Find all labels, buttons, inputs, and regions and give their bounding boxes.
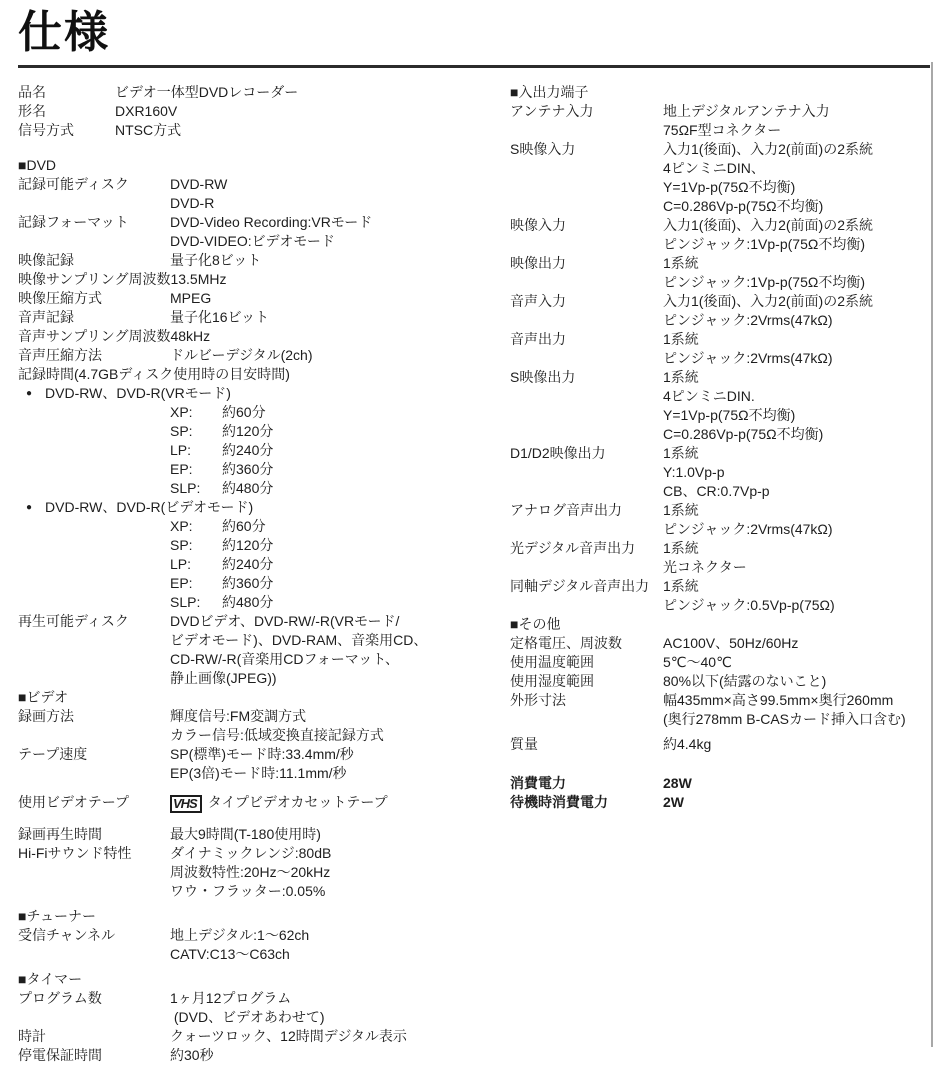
spec-label: 音声出力 [510,331,566,347]
spec-value-line: 約30秒 [170,1047,214,1063]
mode-value: 約240分 [222,442,274,458]
spec-value [663,577,935,615]
spec-label: 映像出力 [510,255,566,271]
spec-value [663,501,935,539]
spec-row [18,308,510,327]
spec-value-line: 1系統 [663,578,699,594]
spec-value-line: DXR160V [115,103,178,119]
spec-value-line: 入力1(後面)、入力2(前面)の2系統 [663,141,874,157]
spec-row [18,793,510,813]
spec-value-line: 約4.4kg [663,736,712,752]
spec-row [18,270,510,289]
spec-value-line: 80%以下(結露のないこと) [663,673,827,689]
spec-value [170,1027,510,1046]
spec-value [663,691,935,729]
spec-label: S映像入力 [510,141,576,157]
spec-value-line: 光コネクター [663,559,747,575]
spec-value-line: 2W [663,794,684,810]
spec-label: S映像出力 [510,369,576,385]
mode-value: 約60分 [222,404,266,420]
spec-row [18,707,510,745]
spec-value-line: 地上デジタル:1〜62ch [170,927,310,943]
spec-row [18,926,510,964]
spec-label: 外形寸法 [510,692,566,708]
spec-row [18,102,510,121]
spec-row [510,539,935,577]
mode-label: XP: [170,518,193,534]
spec-value-line: ピンジャック:2Vrms(47kΩ) [663,312,833,328]
spec-label: 信号方式 [18,122,74,138]
spec-value-line: ビデオモード)、DVD-RAM、音楽用CD、 [170,632,428,648]
spec-label: 音声記録 [18,309,74,325]
spec-value-line: 1系統 [663,331,699,347]
spec-label: 時計 [18,1028,46,1044]
spec-row [510,672,935,691]
spec-value-line: Y=1Vp-p(75Ω不均衡) [663,407,796,423]
spec-value-line: ピンジャック:2Vrms(47kΩ) [663,521,833,537]
mode-row [18,536,510,555]
spec-value-line: CATV:C13〜C63ch [170,946,290,962]
mode-value: 約120分 [222,423,274,439]
spec-row [510,634,935,653]
spec-value-line: 入力1(後面)、入力2(前面)の2系統 [663,217,874,233]
spec-value-line: 1系統 [663,445,699,461]
spec-row [510,653,935,672]
spec-value-line: 1系統 [663,540,699,556]
spec-label: 質量 [510,736,538,752]
spec-value [663,793,935,812]
mode-value: 約480分 [222,480,274,496]
spec-value-line: 4ピンミニDIN. [663,388,755,404]
spec-value-line: MPEG [170,290,212,306]
spec-label: 品名 [18,84,46,100]
spec-label: 音声圧縮方法 [18,347,102,363]
spec-row [18,1027,510,1046]
spec-label: 映像入力 [510,217,566,233]
spec-value-line: 量子化16ビット [170,309,270,325]
spec-value-line: ピンジャック:1Vp-p(75Ω不均衡) [663,236,865,252]
section-header: ■タイマー [18,971,83,987]
spec-value-line: 周波数特性:20Hz〜20kHz [170,864,331,880]
mode-row [18,460,510,479]
spec-value [170,745,510,783]
spec-value-line: CD-RW/-R(音楽用CDフォーマット、 [170,651,399,667]
spec-value-line: (DVD、ビデオあわせて) [170,1009,325,1025]
spec-label: 使用湿度範囲 [510,673,594,689]
spec-value-line: (奥行278mm B-CASカード挿入口含む) [663,711,906,727]
spec-value-line: DVD-R [170,195,215,211]
spec-label: 停電保証時間 [18,1047,102,1063]
spec-value-line: Y=1Vp-p(75Ω不均衡) [663,179,796,195]
spec-value-line: 1系統 [663,502,699,518]
spec-row [510,501,935,539]
spec-value [663,140,935,216]
spec-row [510,216,935,254]
spec-value [115,121,510,140]
spec-value [170,989,510,1027]
spec-value [170,793,510,813]
spec-value-line: 1系統 [663,369,699,385]
mode-row [18,593,510,612]
spec-row [18,121,510,140]
spec-value [170,308,510,327]
mode-row [18,517,510,536]
spec-label: 形名 [18,103,46,119]
title-rule [18,65,930,68]
spec-value [663,444,935,501]
spec-value-line: 最大9時間(T-180使用時) [170,826,321,842]
spec-label: 待機時消費電力 [510,794,608,810]
spec-value-line: SP(標準)モード時:33.4mm/秒 [170,746,354,762]
spec-row [510,793,935,812]
section-header: ■チューナー [18,908,97,924]
spec-value-line: DVD-RW [170,176,228,192]
mode-label: EP: [170,575,193,591]
mode-value: 約360分 [222,575,274,591]
spec-label: 録画再生時間 [18,826,102,842]
spec-value [663,216,935,254]
mode-row [18,403,510,422]
spec-label: 映像圧縮方式 [18,290,102,306]
spec-value-line: ピンジャック:1Vp-p(75Ω不均衡) [663,274,865,290]
spec-value-line: 1ヶ月12プログラム [170,990,292,1006]
mode-value: 約480分 [222,594,274,610]
spec-value [170,327,510,346]
mode-label: EP: [170,461,193,477]
spec-value [663,634,935,653]
spec-label: 記録可能ディスク [18,176,129,192]
spec-row [510,444,935,501]
spec-value-text: タイプビデオカセットテープ [207,794,388,810]
spec-value [115,102,510,121]
bullet-item-label: DVD-RW、DVD-R(VRモード) [45,385,231,401]
spec-value [170,175,510,213]
spec-value [663,292,935,330]
spec-value-line: ダイナミックレンジ:80dB [170,845,332,861]
mode-value: 約240分 [222,556,274,572]
spec-row [18,83,510,102]
spec-value [170,612,510,688]
spec-value-line: ピンジャック:0.5Vp-p(75Ω) [663,597,835,613]
spec-value-line: 幅435mm×高さ99.5mm×奥行260mm [663,692,894,708]
spec-value-line: EP(3倍)モード時:11.1mm/秒 [170,765,347,781]
spec-row [510,140,935,216]
plain-row: 記録時間(4.7GBディスク使用時の目安時間) [18,366,290,382]
spec-row [18,213,510,251]
mode-label: SP: [170,423,193,439]
spec-value-line: カラー信号:低域変換直接記録方式 [170,727,384,743]
spec-value-line: DVD-VIDEO:ビデオモード [170,233,335,249]
spec-label: テープ速度 [18,746,88,762]
mode-value: 約120分 [222,537,274,553]
spec-label: 定格電圧、周波数 [510,635,622,651]
spec-columns [18,83,935,1065]
spec-value [663,254,935,292]
spec-label: 記録フォーマット [18,214,129,230]
section-header: ■入出力端子 [510,84,589,100]
spec-value-line: 4ピンミニDIN、 [663,160,765,176]
mode-label: LP: [170,556,192,572]
spec-label: 使用温度範囲 [510,654,594,670]
page-title: 仕様 [18,8,110,57]
spec-value-line: 静止画像(JPEG)) [170,670,277,686]
mode-row [18,574,510,593]
spec-row [510,735,935,754]
spec-row [510,368,935,444]
spec-row [510,691,935,729]
spec-value-line: 48kHz [170,328,211,344]
spec-value [170,213,510,251]
spec-row [18,612,510,688]
spec-row [18,844,510,901]
mode-label: SLP: [170,480,201,496]
spec-value-line: 28W [663,775,692,791]
spec-row [18,745,510,783]
spec-row [18,825,510,844]
spec-value [663,672,935,691]
mode-value: 約360分 [222,461,274,477]
mode-label: SLP: [170,594,201,610]
mode-label: XP: [170,404,193,420]
spec-value [115,83,510,102]
mode-row [18,441,510,460]
spec-value-line: 13.5MHz [170,271,227,287]
spec-label: 映像記録 [18,252,74,268]
spec-label: 映像サンプリング周波数 [18,271,171,287]
spec-value-line: 75ΩF型コネクター [663,122,782,138]
spec-label: 消費電力 [510,775,566,791]
spec-value [170,825,510,844]
vhs-logo: VHS [170,795,202,813]
spec-row [18,175,510,213]
spec-label: Hi-Fiサウンド特性 [18,845,132,861]
spec-value [663,330,935,368]
spec-label: 録画方法 [18,708,74,724]
spec-value-line: CB、CR:0.7Vp-p [663,483,770,499]
spec-value [663,368,935,444]
mode-list [18,403,510,498]
spec-value-line: 輝度信号:FM変調方式 [170,708,307,724]
spec-value-line: DVDビデオ、DVD-RW/-R(VRモード/ [170,613,400,629]
spec-row [510,254,935,292]
spec-value-line: ワウ・フラッター:0.05% [170,883,326,899]
section-header: ■その他 [510,616,561,632]
mode-list [18,517,510,612]
spec-label: 再生可能ディスク [18,613,129,629]
spec-row [18,289,510,308]
spec-label: プログラム数 [18,990,102,1006]
spec-value-line: NTSC方式 [115,122,182,138]
mode-row [18,555,510,574]
spec-value-line: C=0.286Vp-p(75Ω不均衡) [663,198,824,214]
spec-row [18,1046,510,1065]
spec-row [510,774,935,793]
spec-label: 使用ビデオテープ [18,794,130,810]
spec-value-line: 入力1(後面)、入力2(前面)の2系統 [663,293,874,309]
spec-label: 同軸デジタル音声出力 [510,578,650,594]
spec-label: 音声入力 [510,293,566,309]
spec-value-line: 1系統 [663,255,699,271]
spec-value-line: 5℃〜40℃ [663,654,732,670]
spec-value-line: クォーツロック、12時間デジタル表示 [170,1028,407,1044]
spec-value-line: DVD-Video Recording:VRモード [170,214,373,230]
spec-value [170,707,510,745]
spec-value [170,289,510,308]
spec-row [510,577,935,615]
spec-value-line: ドルビーデジタル(2ch) [170,347,313,363]
mode-value: 約60分 [222,518,266,534]
spec-row [18,327,510,346]
spec-value-line: ビデオ一体型DVDレコーダー [115,84,299,100]
section-header: ■ビデオ [18,689,69,705]
bullet-item [18,384,510,403]
bullet-item-label: DVD-RW、DVD-R(ビデオモード) [45,499,254,515]
section-header: ■DVD [18,157,57,173]
spec-value-line: 量子化8ビット [170,252,262,268]
right-column [510,83,935,1065]
spec-value-line: 地上デジタルアンテナ入力 [663,103,830,119]
spec-value-line: ピンジャック:2Vrms(47kΩ) [663,350,833,366]
spec-value [170,251,510,270]
mode-row [18,422,510,441]
spec-value [170,1046,510,1065]
spec-value-line: C=0.286Vp-p(75Ω不均衡) [663,426,824,442]
spec-row [18,989,510,1027]
spec-value [170,270,510,289]
spec-label: D1/D2映像出力 [510,445,606,461]
spec-value-line: AC100V、50Hz/60Hz [663,635,799,651]
spec-row [18,251,510,270]
left-column [18,83,510,1065]
spec-value [663,735,935,754]
spec-row [510,102,935,140]
spec-value [663,774,935,793]
spec-value [663,539,935,577]
mode-label: SP: [170,537,193,553]
bullet-icon: ● [26,502,33,513]
spec-label: アナログ音声出力 [510,502,622,518]
spec-label: 音声サンプリング周波数 [18,328,171,344]
bullet-icon: ● [26,388,33,399]
mode-label: LP: [170,442,192,458]
spec-row [510,330,935,368]
spec-value [170,346,510,365]
photo-edge-line [931,62,933,1047]
bullet-item [18,498,510,517]
spec-row [510,292,935,330]
spec-value [170,926,510,964]
spec-label: 光デジタル音声出力 [510,540,636,556]
mode-row [18,479,510,498]
spec-value-line: Y:1.0Vp-p [663,464,725,480]
spec-label: 受信チャンネル [18,927,116,943]
spec-row [18,346,510,365]
spec-value-line [170,793,510,813]
spec-value [170,844,510,901]
spec-value [663,102,935,140]
spec-label: アンテナ入力 [510,103,594,119]
spec-value [663,653,935,672]
